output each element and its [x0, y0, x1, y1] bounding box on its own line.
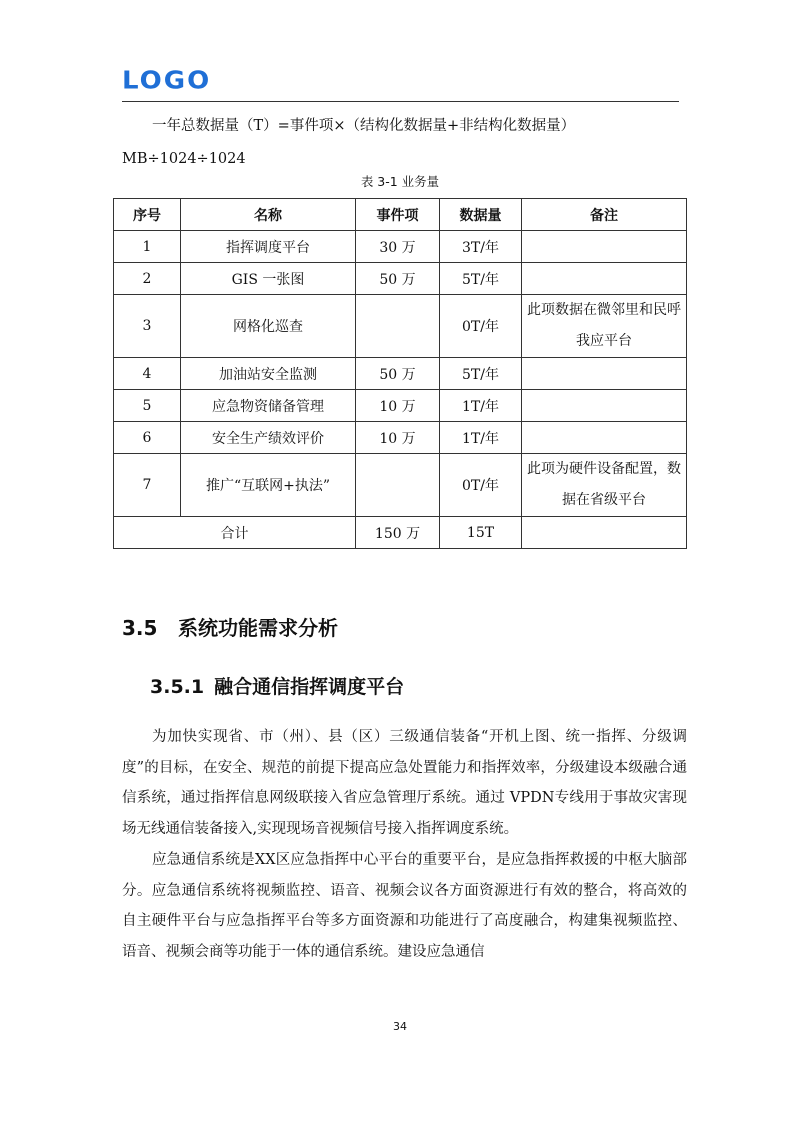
cell-index: 3: [114, 295, 181, 358]
body-paragraph: 为加快实现省、市（州）、县（区）三级通信装备“开机上图、统一指挥、分级调度”的目标，在安全、规范的前提下提高应急处置能力和指挥效率，分级建设本级融合通信系统，通过指挥信息网级联接入省应急管理厅系统。通过 VPDN专线用于事故灾害现场无线通信装备接入,实现现场音视频信号接入指挥调度系统。: [122, 729, 687, 837]
cell-note: [522, 390, 687, 422]
header-name: 名称: [181, 199, 356, 231]
cell-data: 0T/年: [440, 295, 522, 358]
page-number: 34: [393, 1020, 407, 1033]
cell-events: [356, 454, 440, 517]
table-caption: 表 3-1 业务量: [360, 174, 440, 189]
cell-name: 推广“互联网+执法”: [181, 454, 356, 517]
cell-index: 2: [114, 263, 181, 295]
subsection-heading: [150, 672, 404, 699]
total-label: 合计: [114, 517, 356, 549]
table-row: [114, 295, 687, 358]
table-row: [114, 454, 687, 517]
section-number: 3.5: [122, 616, 158, 640]
cell-events: [356, 295, 440, 358]
cell-index: 4: [114, 358, 181, 390]
header-events: 事件项: [356, 199, 440, 231]
cell-index: 5: [114, 390, 181, 422]
cell-events: 50 万: [356, 263, 440, 295]
table-total-row: [114, 517, 687, 549]
body-paragraph: 应急通信系统是XX区应急指挥中心平台的重要平台，是应急指挥救援的中枢大脑部分。应急通信系统将视频监控、语音、视频会议各方面资源进行有效的整合，将高效的自主硬件平台与应急指挥平台等多方面资源和功能进行了高度融合，构建集视频监控、语音、视频会商等功能于一体的通信系统。建设应急通信: [122, 852, 687, 960]
cell-data: 1T/年: [440, 422, 522, 454]
cell-note: [522, 263, 687, 295]
cell-data: 3T/年: [440, 231, 522, 263]
cell-name: 网格化巡查: [181, 295, 356, 358]
cell-data: 1T/年: [440, 390, 522, 422]
cell-data: 5T/年: [440, 358, 522, 390]
table-row: [114, 231, 687, 263]
formula-text: 一年总数据量（T）=事件项×（结构化数据量+非结构化数据量）MB÷1024÷1024: [122, 118, 576, 167]
cell-data: 0T/年: [440, 454, 522, 517]
cell-events: 30 万: [356, 231, 440, 263]
subsection-number: 3.5.1: [150, 676, 205, 698]
subsection-title: 融合通信指挥调度平台: [214, 676, 405, 698]
cell-events: 10 万: [356, 422, 440, 454]
cell-index: 6: [114, 422, 181, 454]
cell-name: 应急物资储备管理: [181, 390, 356, 422]
cell-index: 1: [114, 231, 181, 263]
cell-name: GIS 一张图: [181, 263, 356, 295]
cell-note: [522, 231, 687, 263]
cell-name: 安全生产绩效评价: [181, 422, 356, 454]
cell-note: 此项数据在微邻里和民呼我应平台: [522, 295, 687, 358]
total-events: 150 万: [356, 517, 440, 549]
table-header-row: [114, 199, 687, 231]
cell-name: 指挥调度平台: [181, 231, 356, 263]
business-volume-table: [113, 198, 687, 549]
cell-note: [522, 422, 687, 454]
header-rule: [122, 101, 679, 102]
table-row: [114, 263, 687, 295]
cell-note: [522, 358, 687, 390]
cell-events: 10 万: [356, 390, 440, 422]
header-index: 序号: [114, 199, 181, 231]
total-data: 15T: [440, 517, 522, 549]
cell-data: 5T/年: [440, 263, 522, 295]
logo: LOGO: [122, 66, 212, 96]
header-note: 备注: [522, 199, 687, 231]
section-title: 系统功能需求分析: [178, 616, 338, 640]
cell-name: 加油站安全监测: [181, 358, 356, 390]
cell-note: 此项为硬件设备配置，数据在省级平台: [522, 454, 687, 517]
total-note: [522, 517, 687, 549]
table-row: [114, 358, 687, 390]
table-row: [114, 422, 687, 454]
table-row: [114, 390, 687, 422]
header-data: 数据量: [440, 199, 522, 231]
cell-index: 7: [114, 454, 181, 517]
cell-events: 50 万: [356, 358, 440, 390]
section-heading: [122, 612, 338, 641]
